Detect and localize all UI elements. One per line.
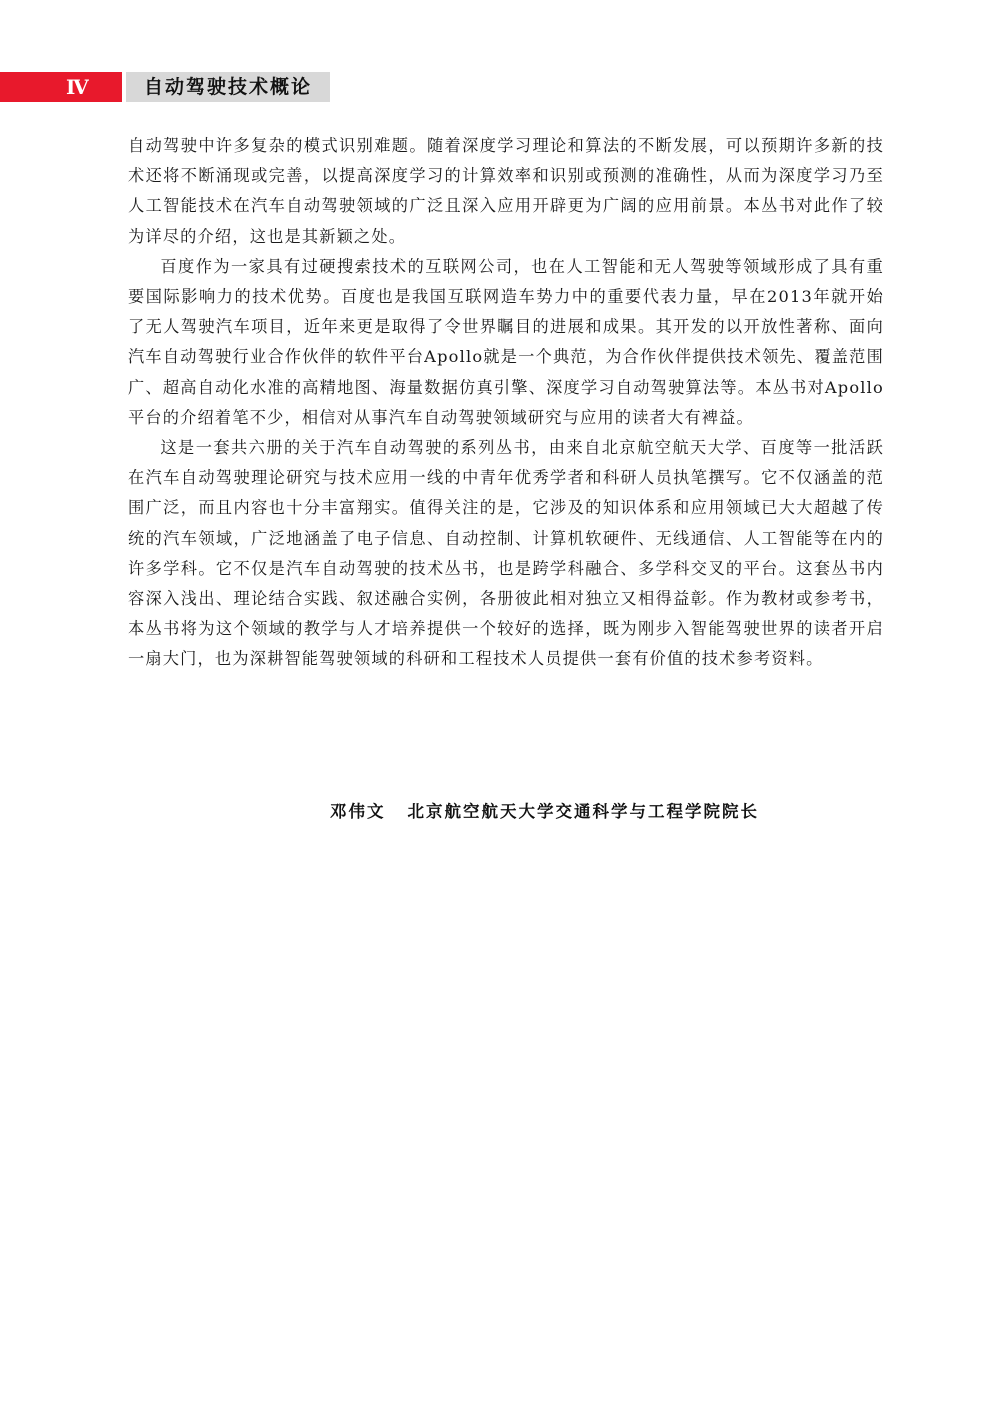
page-number-tab [0,72,122,102]
author-affiliation: 北京航空航天大学交通科学与工程学院院长 [407,802,759,821]
paragraph-3: 这是一套共六册的关于汽车自动驾驶的系列丛书，由来自北京航空航天大学、百度等一批活跃在汽车自动驾驶理论研究与技术应用一线的中青年优秀学者和科研人员执笔撰写。它不仅涵盖的范围广泛，而且内容也十分丰富翔实。值得关注的是，它涉及的知识体系和应用领域已大大超越了传统的汽车领域，广泛地涵盖了电子信息、自动控制、计算机软硬件、无线通信、人工智能等在内的许多学科。它不仅是汽车自动驾驶的技术丛书，也是跨学科融合、多学科交叉的平台。这套丛书内容深入浅出、理论结合实践、叙述融合实例，各册彼此相对独立又相得益彰。作为教材或参考书，本丛书将为这个领域的教学与人才培养提供一个较好的选择，既为刚步入智能驾驶世界的读者开启一扇大门，也为深耕智能驾驶领域的科研和工程技术人员提供一套有价值的技术参考资料。 [128,438,884,669]
paragraph-1: 自动驾驶中许多复杂的模式识别难题。随着深度学习理论和算法的不断发展，可以预期许多新的技术还将不断涌现或完善，以提高深度学习的计算效率和识别或预测的准确性，从而为深度学习乃至人工智能技术在汽车自动驾驶领域的广泛且深入应用开辟更为广阔的应用前景。本丛书对此作了较为详尽的介绍，这也是其新颖之处。 [128,136,884,246]
running-header [0,72,330,102]
book-title: 自动驾驶技术概论 [144,76,313,98]
author-name: 邓伟文 [330,802,386,821]
page-number: Ⅳ [66,75,89,99]
body-text [128,131,884,675]
paragraph-2: 百度作为一家具有过硬搜索技术的互联网公司，也在人工智能和无人驾驶等领域形成了具有重要国际影响力的技术优势。百度也是我国互联网造车势力中的重要代表力量，早在2013年就开始了无人驾驶汽车项目，近年来更是取得了令世界瞩目的进展和成果。其开发的以开放性著称、面向汽车自动驾驶行业合作伙伴的软件平台Apollo就是一个典范，为合作伙伴提供技术领先、覆盖范围广、超高自动化水准的高精地图、海量数据仿真引擎、深度学习自动驾驶算法等。本丛书对Apollo平台的介绍着笔不少，相信对从事汽车自动驾驶领域研究与应用的读者大有裨益。 [128,256,884,427]
signature-line [330,798,759,822]
